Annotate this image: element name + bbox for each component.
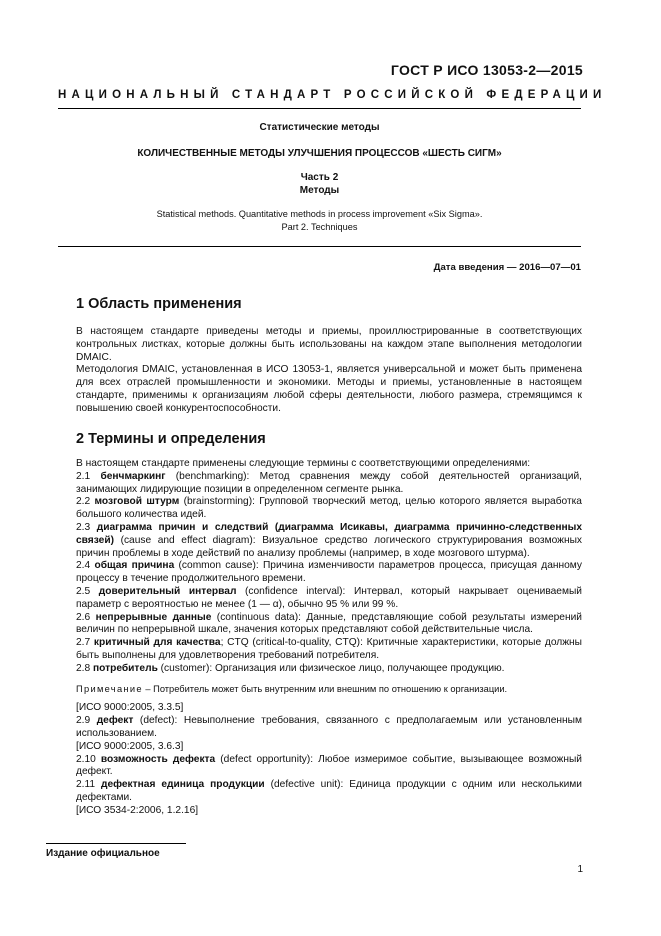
term-2-7 xyxy=(76,637,582,663)
reference-2-9: [ИСО 9000:2005, 3.6.3] xyxy=(76,740,184,752)
term-name: общая причина xyxy=(94,560,175,572)
subject-title: Статистические методы xyxy=(259,122,380,133)
term-number: 2.8 xyxy=(76,662,91,674)
term-number: 2.10 xyxy=(76,753,96,765)
term-number: 2.4 xyxy=(76,560,91,572)
page-number: 1 xyxy=(577,864,583,875)
section2-body xyxy=(76,458,582,818)
section2-intro: В настоящем стандарте применены следующие термины с соответствующими определениями: xyxy=(76,458,531,469)
term-name: бенчмаркинг xyxy=(100,470,166,482)
part-name: Методы xyxy=(299,185,340,196)
term-2-8 xyxy=(76,663,582,676)
term-definition: (common cause): Причина изменчивости параметров процесса, присущая данному процессу в течение продолжительного времени. xyxy=(76,560,582,585)
term-definition: (defective unit): Единица продукции с одним или несколькими дефектами. xyxy=(76,779,582,803)
note-text: – Потребитель может быть внутренним или внешним по отношению к организации. xyxy=(142,683,508,694)
term-name: дефект xyxy=(96,715,134,727)
term-number: 2.7 xyxy=(76,637,91,649)
section1-body xyxy=(76,326,582,416)
term-2-2 xyxy=(76,496,582,522)
part-number: Часть 2 xyxy=(300,172,339,183)
section1-heading: 1 Область применения xyxy=(76,296,242,312)
term-definition: (continuous data): Данные, представляющие собой результаты измерений величин по непрерывной шкале, значения которых представляют собой действительные числа. xyxy=(76,611,582,636)
term-number: 2.6 xyxy=(76,611,91,623)
reference-2-8: [ИСО 9000:2005, 3.3.5] xyxy=(76,702,184,714)
term-name: потребитель xyxy=(93,662,158,674)
term-definition: (defect): Невыполнение требования, связанного с предполагаемым или установленным использованием. xyxy=(76,715,582,739)
term-2-4 xyxy=(76,560,582,586)
term-definition: (cause and effect diagram): Визуальное средство логического структурирования возможных причин проблемы в ходе действий по анализу проблемы (например, в ходе мозгового штурма). xyxy=(76,534,582,559)
introduction-date: Дата введения — 2016—07—01 xyxy=(433,262,581,273)
edition-label: Издание официальное xyxy=(46,848,160,859)
note-label: Примечание xyxy=(76,683,143,694)
main-title: КОЛИЧЕСТВЕННЫЕ МЕТОДЫ УЛУЧШЕНИЯ ПРОЦЕССОВ «ШЕСТЬ СИГМ» xyxy=(137,148,502,159)
section2-heading: 2 Термины и определения xyxy=(76,431,266,447)
term-name: непрерывные данные xyxy=(95,611,212,623)
title-rule xyxy=(58,246,581,247)
term-2-10 xyxy=(76,754,582,780)
document-id: ГОСТ Р ИСО 13053-2—2015 xyxy=(390,62,583,78)
term-definition: (defect opportunity): Любое измеримое событие, вызывающее возможный дефект. xyxy=(76,753,582,778)
term-name: диаграмма причин и следствий (диаграмма Исикавы, диаграмма причинно-следственных связей) xyxy=(76,521,582,546)
term-2-6 xyxy=(76,612,582,638)
term-name: дефектная единица продукции xyxy=(100,779,265,791)
term-2-11 xyxy=(76,779,582,805)
national-standard-banner: НАЦИОНАЛЬНЫЙ СТАНДАРТ РОССИЙСКОЙ ФЕДЕРАЦИИ xyxy=(58,89,607,101)
term-number: 2.1 xyxy=(76,470,91,482)
term-definition: (benchmarking): Метод сравнения между собой деятельностей организаций, занимающих лидирующие позиции в определенном сегменте рынка. xyxy=(76,470,582,495)
term-number: 2.5 xyxy=(76,585,91,597)
term-name: возможность дефекта xyxy=(100,753,216,765)
term-definition: ; CTQ (critical-to-quality, CTQ): Критичные характеристики, которые должны быть выполнены для удовлетворения требований потребителя. xyxy=(76,637,582,661)
term-2-9 xyxy=(76,715,582,741)
english-title-line2: Part 2. Techniques xyxy=(281,222,358,232)
header-rule xyxy=(58,108,581,109)
footer-rule xyxy=(46,843,186,844)
term-number: 2.11 xyxy=(76,779,96,791)
term-2-3 xyxy=(76,522,582,560)
term-2-1 xyxy=(76,471,582,497)
term-number: 2.9 xyxy=(76,715,91,727)
term-name: доверительный интервал xyxy=(98,585,237,597)
term-2-5 xyxy=(76,586,582,612)
term-number: 2.3 xyxy=(76,521,91,533)
term-definition: (customer): Организация или физическое лицо, получающее продукцию. xyxy=(157,662,505,674)
reference-2-11: [ИСО 3534-2:2006, 1.2.16] xyxy=(76,804,199,816)
term-number: 2.2 xyxy=(76,496,91,508)
term-name: мозговой штурм xyxy=(94,496,180,508)
english-title-line1: Statistical methods. Quantitative methods in process improvement «Six Sigma». xyxy=(156,209,483,219)
section1-paragraph1: В настоящем стандарте приведены методы и приемы, проиллюстрированные в соответствующих контрольных листках, которые должны быть использованы на каждом этапе выполнения методологии DMAIC. xyxy=(76,326,582,363)
term-definition: (confidence interval): Интервал, который накрывает оцениваемый параметр с вероятностью не менее (1 — α), обычно 95 % или 99 %. xyxy=(76,585,582,610)
section1-paragraph2: Методология DMAIC, установленная в ИСО 13053-1, является универсальной и может быть применена для всех отраслей промышленности и экономики. Методы и приемы, установленные в настоящем стандарте, применимы к организациям любой сферы деятельности, любого размера, стремящимся к повышению своей конкурентоспособности. xyxy=(76,364,582,414)
term-name: критичный для качества xyxy=(93,637,221,649)
term-definition: (brainstorming): Групповой творческий метод, целью которого является выработка большого количества идей. xyxy=(76,496,582,521)
note xyxy=(76,683,582,696)
